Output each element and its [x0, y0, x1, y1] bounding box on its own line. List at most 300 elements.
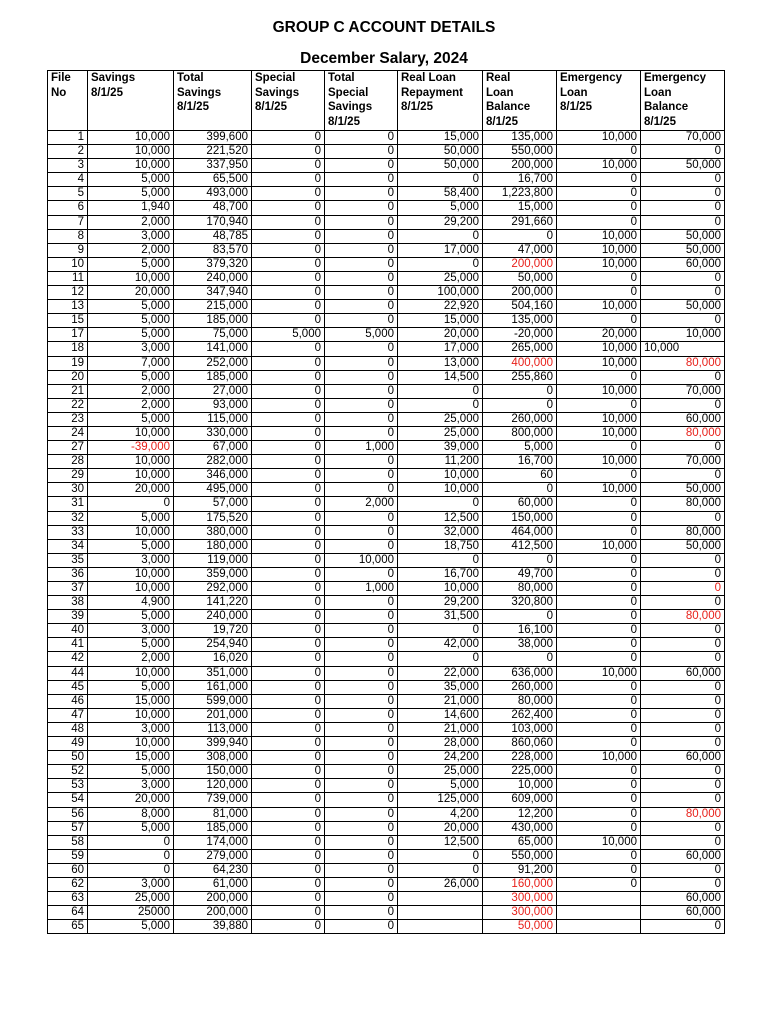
column-header-line: No: [51, 86, 67, 99]
table-cell: 10,000: [88, 567, 174, 581]
table-cell: 0: [557, 765, 641, 779]
table-cell: 11,200: [398, 455, 483, 469]
column-header-line: Special: [328, 86, 369, 99]
column-header-line: File: [51, 72, 71, 84]
table-cell: 0: [252, 131, 325, 145]
table-cell: 0: [252, 187, 325, 201]
table-cell: 60,000: [641, 257, 725, 271]
table-cell: 0: [557, 779, 641, 793]
table-cell: 12,500: [398, 511, 483, 525]
page-subtitle: December Salary, 2024: [300, 50, 468, 67]
table-cell: 291,660: [483, 215, 557, 229]
table-cell: 21,000: [398, 722, 483, 736]
table-cell: 125,000: [398, 793, 483, 807]
table-cell: 0: [641, 708, 725, 722]
table-cell: 22: [48, 398, 88, 412]
table-cell: [398, 906, 483, 920]
table-cell: 0: [641, 652, 725, 666]
table-cell: 141,220: [174, 596, 252, 610]
table-row: [48, 863, 725, 877]
table-row: [48, 131, 725, 145]
table-cell: 200,000: [483, 159, 557, 173]
table-cell: 10,000: [557, 229, 641, 243]
table-cell: 80,000: [483, 582, 557, 596]
table-cell: 5,000: [88, 680, 174, 694]
table-cell: 10,000: [557, 159, 641, 173]
table-cell: 80,000: [641, 497, 725, 511]
table-cell: 17,000: [398, 243, 483, 257]
table-row: [48, 835, 725, 849]
table-cell: 359,000: [174, 567, 252, 581]
table-cell: 3: [48, 159, 88, 173]
table-row: [48, 539, 725, 553]
table-cell: 0: [325, 257, 398, 271]
table-cell: 0: [325, 751, 398, 765]
table-cell: 351,000: [174, 666, 252, 680]
table-row: [48, 694, 725, 708]
table-cell: 1: [48, 131, 88, 145]
table-cell: 0: [325, 779, 398, 793]
table-cell: 10,000: [88, 469, 174, 483]
table-cell: 0: [252, 680, 325, 694]
table-cell: 10,000: [557, 257, 641, 271]
table-cell: 0: [325, 835, 398, 849]
table-row: [48, 398, 725, 412]
table-cell: 0: [557, 694, 641, 708]
table-cell: 5,000: [88, 173, 174, 187]
table-cell: 38,000: [483, 638, 557, 652]
table-cell: 135,000: [483, 314, 557, 328]
table-cell: 27: [48, 441, 88, 455]
table-cell: 64: [48, 906, 88, 920]
table-cell: 0: [252, 722, 325, 736]
table-cell: 56: [48, 807, 88, 821]
table-cell: 0: [641, 596, 725, 610]
table-cell: 0: [398, 398, 483, 412]
table-cell: 160,000: [483, 877, 557, 891]
table-cell: 0: [398, 173, 483, 187]
table-cell: 5,000: [483, 441, 557, 455]
table-cell: 0: [252, 877, 325, 891]
table-cell: 0: [557, 187, 641, 201]
column-header-line: 8/1/25: [255, 101, 287, 114]
table-cell: 24,200: [398, 751, 483, 765]
table-cell: 35,000: [398, 680, 483, 694]
table-cell: 0: [252, 751, 325, 765]
table-cell: 0: [325, 652, 398, 666]
table-cell: 0: [252, 610, 325, 624]
column-header-line: Emergency: [644, 72, 707, 84]
table-cell: 0: [325, 765, 398, 779]
table-cell: 0: [325, 201, 398, 215]
table-cell: 65,000: [483, 835, 557, 849]
table-cell: 49: [48, 737, 88, 751]
table-cell: 52: [48, 765, 88, 779]
table-cell: 0: [641, 469, 725, 483]
table-row: [48, 257, 725, 271]
table-cell: 0: [252, 807, 325, 821]
table-cell: 2: [48, 145, 88, 159]
table-cell: 609,000: [483, 793, 557, 807]
table-cell: 0: [557, 863, 641, 877]
table-row: [48, 356, 725, 370]
table-cell: 15,000: [483, 201, 557, 215]
table-cell: 0: [641, 582, 725, 596]
table-cell: 7,000: [88, 356, 174, 370]
table-cell: 260,000: [483, 680, 557, 694]
table-cell: 63: [48, 892, 88, 906]
table-cell: 10,000: [398, 483, 483, 497]
table-cell: 0: [88, 835, 174, 849]
table-cell: 48,700: [174, 201, 252, 215]
table-cell: 50: [48, 751, 88, 765]
table-cell: 10,000: [641, 342, 725, 356]
table-cell: 20,000: [88, 286, 174, 300]
column-header: [557, 71, 641, 131]
table-cell: 3,000: [88, 877, 174, 891]
table-row: [48, 807, 725, 821]
table-cell: 0: [398, 553, 483, 567]
table-row: [48, 638, 725, 652]
table-cell: [557, 892, 641, 906]
table-cell: 0: [325, 737, 398, 751]
table-cell: 0: [325, 708, 398, 722]
table-cell: 57,000: [174, 497, 252, 511]
table-row: [48, 497, 725, 511]
table-cell: 0: [325, 596, 398, 610]
table-cell: 228,000: [483, 751, 557, 765]
table-cell: 26,000: [398, 877, 483, 891]
table-cell: [398, 892, 483, 906]
table-cell: 0: [252, 370, 325, 384]
table-cell: 0: [252, 708, 325, 722]
table-cell: 14,600: [398, 708, 483, 722]
table-row: [48, 652, 725, 666]
table-cell: 2,000: [325, 497, 398, 511]
table-cell: 34: [48, 539, 88, 553]
table-cell: 119,000: [174, 553, 252, 567]
column-header-line: Savings: [91, 72, 136, 84]
table-cell: 2,000: [88, 243, 174, 257]
table-cell: 0: [325, 567, 398, 581]
table-cell: 0: [252, 243, 325, 257]
table-cell: 10,000: [557, 384, 641, 398]
table-cell: 292,000: [174, 582, 252, 596]
table-cell: 0: [557, 807, 641, 821]
table-cell: 75,000: [174, 328, 252, 342]
table-cell: 0: [252, 525, 325, 539]
table-row: [48, 426, 725, 440]
table-cell: 0: [641, 201, 725, 215]
table-cell: 50,000: [398, 145, 483, 159]
table-cell: 41: [48, 638, 88, 652]
table-cell: 37: [48, 582, 88, 596]
table-row: [48, 286, 725, 300]
table-cell: 25000: [88, 906, 174, 920]
table-cell: 60,000: [483, 497, 557, 511]
column-header-line: Savings: [328, 101, 373, 114]
table-cell: 0: [483, 384, 557, 398]
table-cell: 0: [88, 849, 174, 863]
table-cell: 200,000: [483, 257, 557, 271]
table-row: [48, 596, 725, 610]
table-cell: 739,000: [174, 793, 252, 807]
table-cell: 0: [325, 469, 398, 483]
table-cell: 495,000: [174, 483, 252, 497]
table-cell: 10,000: [557, 455, 641, 469]
table-cell: 10,000: [557, 131, 641, 145]
table-cell: 262,400: [483, 708, 557, 722]
table-cell: 400,000: [483, 356, 557, 370]
table-row: [48, 201, 725, 215]
table-cell: 0: [557, 398, 641, 412]
table-cell: 0: [641, 624, 725, 638]
table-cell: 254,940: [174, 638, 252, 652]
table-cell: 0: [641, 638, 725, 652]
table-cell: 42,000: [398, 638, 483, 652]
table-cell: 0: [325, 187, 398, 201]
table-cell: 67,000: [174, 441, 252, 455]
table-cell: 10,000: [641, 328, 725, 342]
table-cell: 0: [252, 229, 325, 243]
table-cell: 5,000: [88, 328, 174, 342]
table-row: [48, 342, 725, 356]
table-cell: 0: [252, 412, 325, 426]
table-cell: 0: [641, 722, 725, 736]
table-cell: 49,700: [483, 567, 557, 581]
column-header: [398, 71, 483, 131]
table-cell: 10,000: [557, 426, 641, 440]
table-cell: 5,000: [88, 370, 174, 384]
table-cell: 44: [48, 666, 88, 680]
table-row: [48, 384, 725, 398]
table-cell: 0: [641, 863, 725, 877]
table-cell: 200,000: [174, 892, 252, 906]
table-cell: 12,200: [483, 807, 557, 821]
table-cell: 0: [557, 553, 641, 567]
table-cell: 0: [325, 539, 398, 553]
table-row: [48, 920, 725, 934]
table-cell: 10,000: [557, 412, 641, 426]
table-cell: 0: [252, 398, 325, 412]
table-cell: 20: [48, 370, 88, 384]
table-body: [48, 131, 725, 934]
table-cell: 5,000: [398, 201, 483, 215]
table-cell: 0: [557, 145, 641, 159]
table-row: [48, 525, 725, 539]
table-cell: 50,000: [398, 159, 483, 173]
column-header: [174, 71, 252, 131]
table-cell: 0: [483, 652, 557, 666]
table-cell: 800,000: [483, 426, 557, 440]
table-cell: 0: [325, 300, 398, 314]
table-cell: 17,000: [398, 342, 483, 356]
table-cell: 0: [557, 821, 641, 835]
column-header-line: 8/1/25: [644, 115, 676, 128]
table-cell: 60,000: [641, 849, 725, 863]
table-cell: 221,520: [174, 145, 252, 159]
column-header-line: 8/1/25: [560, 101, 592, 114]
table-cell: 10,000: [88, 271, 174, 285]
table-cell: 0: [325, 455, 398, 469]
table-cell: 22,920: [398, 300, 483, 314]
table-cell: 0: [325, 892, 398, 906]
table-cell: 31,500: [398, 610, 483, 624]
table-cell: 0: [252, 426, 325, 440]
table-cell: 0: [252, 906, 325, 920]
table-cell: 62: [48, 877, 88, 891]
table-cell: 25,000: [398, 271, 483, 285]
column-header-line: 8/1/25: [91, 86, 123, 99]
column-header-line: Savings: [255, 86, 300, 99]
table-cell: 379,320: [174, 257, 252, 271]
table-cell: 0: [557, 638, 641, 652]
table-cell: 282,000: [174, 455, 252, 469]
table-cell: 0: [641, 370, 725, 384]
table-cell: 0: [557, 610, 641, 624]
table-row: [48, 441, 725, 455]
table-cell: 0: [557, 370, 641, 384]
table-row: [48, 483, 725, 497]
table-cell: 320,800: [483, 596, 557, 610]
table-cell: 7: [48, 215, 88, 229]
table-cell: 185,000: [174, 370, 252, 384]
table-cell: 0: [325, 610, 398, 624]
table-cell: 40: [48, 624, 88, 638]
table-cell: 141,000: [174, 342, 252, 356]
table-cell: 0: [88, 497, 174, 511]
table-cell: 10,000: [325, 553, 398, 567]
table-row: [48, 300, 725, 314]
table-cell: 19,720: [174, 624, 252, 638]
table-cell: 48: [48, 722, 88, 736]
table-cell: 0: [325, 243, 398, 257]
table-cell: 25,000: [398, 426, 483, 440]
table-cell: 0: [252, 779, 325, 793]
table-cell: 0: [641, 553, 725, 567]
table-cell: 53: [48, 779, 88, 793]
table-cell: 0: [641, 286, 725, 300]
table-row: [48, 511, 725, 525]
account-table: [47, 70, 725, 934]
table-cell: 0: [325, 821, 398, 835]
table-cell: 2,000: [88, 398, 174, 412]
table-cell: 16,700: [398, 567, 483, 581]
table-cell: 0: [325, 398, 398, 412]
table-cell: 0: [325, 342, 398, 356]
table-cell: 13: [48, 300, 88, 314]
table-cell: 15,000: [398, 131, 483, 145]
table-cell: 0: [398, 497, 483, 511]
table-cell: 412,500: [483, 539, 557, 553]
table-cell: 31: [48, 497, 88, 511]
table-cell: 50,000: [483, 920, 557, 934]
table-header-row: [48, 71, 725, 131]
table-cell: 308,000: [174, 751, 252, 765]
table-cell: 5,000: [88, 412, 174, 426]
table-cell: 6: [48, 201, 88, 215]
column-header-line: Total: [177, 72, 204, 84]
table-cell: 0: [252, 384, 325, 398]
table-cell: 493,000: [174, 187, 252, 201]
table-cell: 10,000: [398, 582, 483, 596]
table-cell: 0: [398, 863, 483, 877]
table-cell: 115,000: [174, 412, 252, 426]
table-cell: 0: [398, 384, 483, 398]
table-cell: [557, 906, 641, 920]
table-cell: 38: [48, 596, 88, 610]
table-cell: 80,000: [641, 807, 725, 821]
table-cell: 0: [398, 257, 483, 271]
table-cell: 5,000: [88, 920, 174, 934]
table-cell: 5,000: [88, 821, 174, 835]
table-cell: 161,000: [174, 680, 252, 694]
table-cell: 60,000: [641, 666, 725, 680]
table-row: [48, 680, 725, 694]
table-cell: 81,000: [174, 807, 252, 821]
table-cell: 0: [252, 849, 325, 863]
table-row: [48, 610, 725, 624]
table-cell: 0: [557, 680, 641, 694]
table-cell: 636,000: [483, 666, 557, 680]
table-row: [48, 271, 725, 285]
column-header-line: 8/1/25: [177, 101, 209, 114]
table-cell: 5,000: [88, 610, 174, 624]
table-cell: 265,000: [483, 342, 557, 356]
table-cell: 18,750: [398, 539, 483, 553]
table-cell: 550,000: [483, 145, 557, 159]
table-cell: 16,020: [174, 652, 252, 666]
table-cell: 10,000: [557, 300, 641, 314]
table-cell: 399,600: [174, 131, 252, 145]
table-cell: 80,000: [641, 356, 725, 370]
table-cell: 0: [252, 356, 325, 370]
table-cell: 0: [252, 539, 325, 553]
table-row: [48, 229, 725, 243]
table-cell: 24: [48, 426, 88, 440]
table-cell: 45: [48, 680, 88, 694]
table-cell: 0: [88, 863, 174, 877]
table-cell: 0: [325, 356, 398, 370]
table-row: [48, 553, 725, 567]
table-cell: 0: [557, 469, 641, 483]
table-cell: 25,000: [398, 412, 483, 426]
table-cell: 57: [48, 821, 88, 835]
table-cell: 1,000: [325, 582, 398, 596]
table-cell: 0: [252, 624, 325, 638]
table-cell: 0: [641, 173, 725, 187]
table-cell: 0: [325, 680, 398, 694]
table-row: [48, 243, 725, 257]
table-cell: 170,940: [174, 215, 252, 229]
table-cell: 10,000: [88, 737, 174, 751]
table-cell: 5,000: [88, 511, 174, 525]
table-cell: 32,000: [398, 525, 483, 539]
table-cell: 0: [252, 342, 325, 356]
table-cell: 0: [325, 314, 398, 328]
table-cell: 0: [325, 525, 398, 539]
table-cell: 0: [641, 821, 725, 835]
table-row: [48, 187, 725, 201]
table-cell: 1,000: [325, 441, 398, 455]
table-cell: 430,000: [483, 821, 557, 835]
table-cell: 5,000: [88, 539, 174, 553]
table-cell: 0: [252, 694, 325, 708]
table-cell: 0: [641, 835, 725, 849]
table-cell: 0: [325, 511, 398, 525]
table-cell: 61,000: [174, 877, 252, 891]
table-cell: 3,000: [88, 722, 174, 736]
